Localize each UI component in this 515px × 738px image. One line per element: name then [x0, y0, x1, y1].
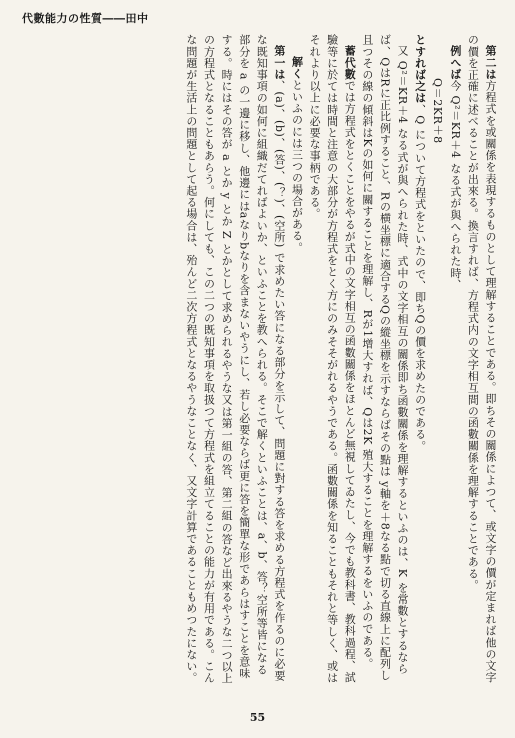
paragraph-text: では方程式をとくことをやるが式中の文字相互の函數關係をほとんど無視してゐたし、今でも教科書、教科過程、試驗等に於ては時間と注意の大部分が方程式をとく方にのみそそがれるやうである。函數關係を知ることもそれと等しく、或はそれより以上に必要な事柄である。 — [308, 34, 357, 684]
paragraph-text: 、(a)、(b)、(答)、(？)、(空所) で求めたい答になる部分を示して、問題に對する答を求める方程式を作るのに必要な既知事項の如何に組織だてればよいか、といふことを教へられる。そこで解くといふことは、a、b、答？空所等皆になる部分を a の一邊に移し、他邊にはaなりbなりを含まないやうにし、若し必要ならば更に答を簡單な形であらはすことを意味する。時にはその答が a とか y とか Z とかとして求められるやうな又は第一組の答、第二組の答など出來るやうな二つ以上の方程式となることもあらう。何にしても、この二つの既知事項を取扱つて方程式を組立てることの能力が有用である。こんな問題が生活上の問題として起る場合は、殆んど二次方程式となるやうなことなく、又文字計算であることもめつたにない。 — [184, 34, 286, 684]
equation — [429, 34, 447, 686]
paragraph-4 — [358, 34, 411, 686]
paragraph-5 — [305, 34, 358, 686]
paragraph-lead: 解く — [290, 56, 304, 80]
paragraph-3 — [411, 34, 429, 686]
paragraph-lead: 例へば — [448, 45, 462, 80]
paragraph-text: 、Q について方程式をといたので、即ちQの價を求めたのである。 — [413, 103, 427, 452]
paragraph-lead: 第二は — [484, 45, 497, 80]
page-number: 55 — [249, 711, 266, 724]
paragraph-2 — [446, 34, 464, 686]
body-text — [29, 34, 499, 686]
paragraph-7 — [182, 34, 288, 686]
paragraph-6 — [288, 34, 306, 686]
equation-text: Q＝2KR＋8 — [431, 78, 445, 144]
paragraph-text: 方程式を或關係を表現するものとして理解することである。即ちその關係によつて、或文字の價が定まれば他の文字の價を正確に述べることが出來る。換言すれば、方程式内の文字相互間の函數關係を理解することである。 — [466, 34, 497, 684]
paragraph-lead: 蓄代數 — [343, 45, 357, 80]
running-head: 代數能力の性質――田中 — [22, 12, 149, 25]
paragraph-text: 又 Q²＝KR＋4 なる式が與へられた時、式中の文字相互の關係即ち函數關係を理解するといふのは、K を常數とするならば、QはRに正比例すること、Rの横坐標に適合するQの縱坐標を示すならばその點は y軸を＋8なる點で切る直線上に配列し且つその線の傾斜はKの如何に關することを理解し、Rが1增大すれば、Qは2K 殖大することを理解するをいふのである。 — [360, 34, 410, 682]
paragraph-text: 今 Q²＝KR＋4 なる式が與へられた時、 — [448, 79, 462, 291]
paragraph-lead: 第一は — [272, 45, 286, 80]
paragraph-lead: とすれば之は — [413, 34, 427, 104]
paragraph-1 — [464, 34, 499, 686]
paragraph-text: といふのには三つの場合がある。 — [290, 79, 304, 254]
